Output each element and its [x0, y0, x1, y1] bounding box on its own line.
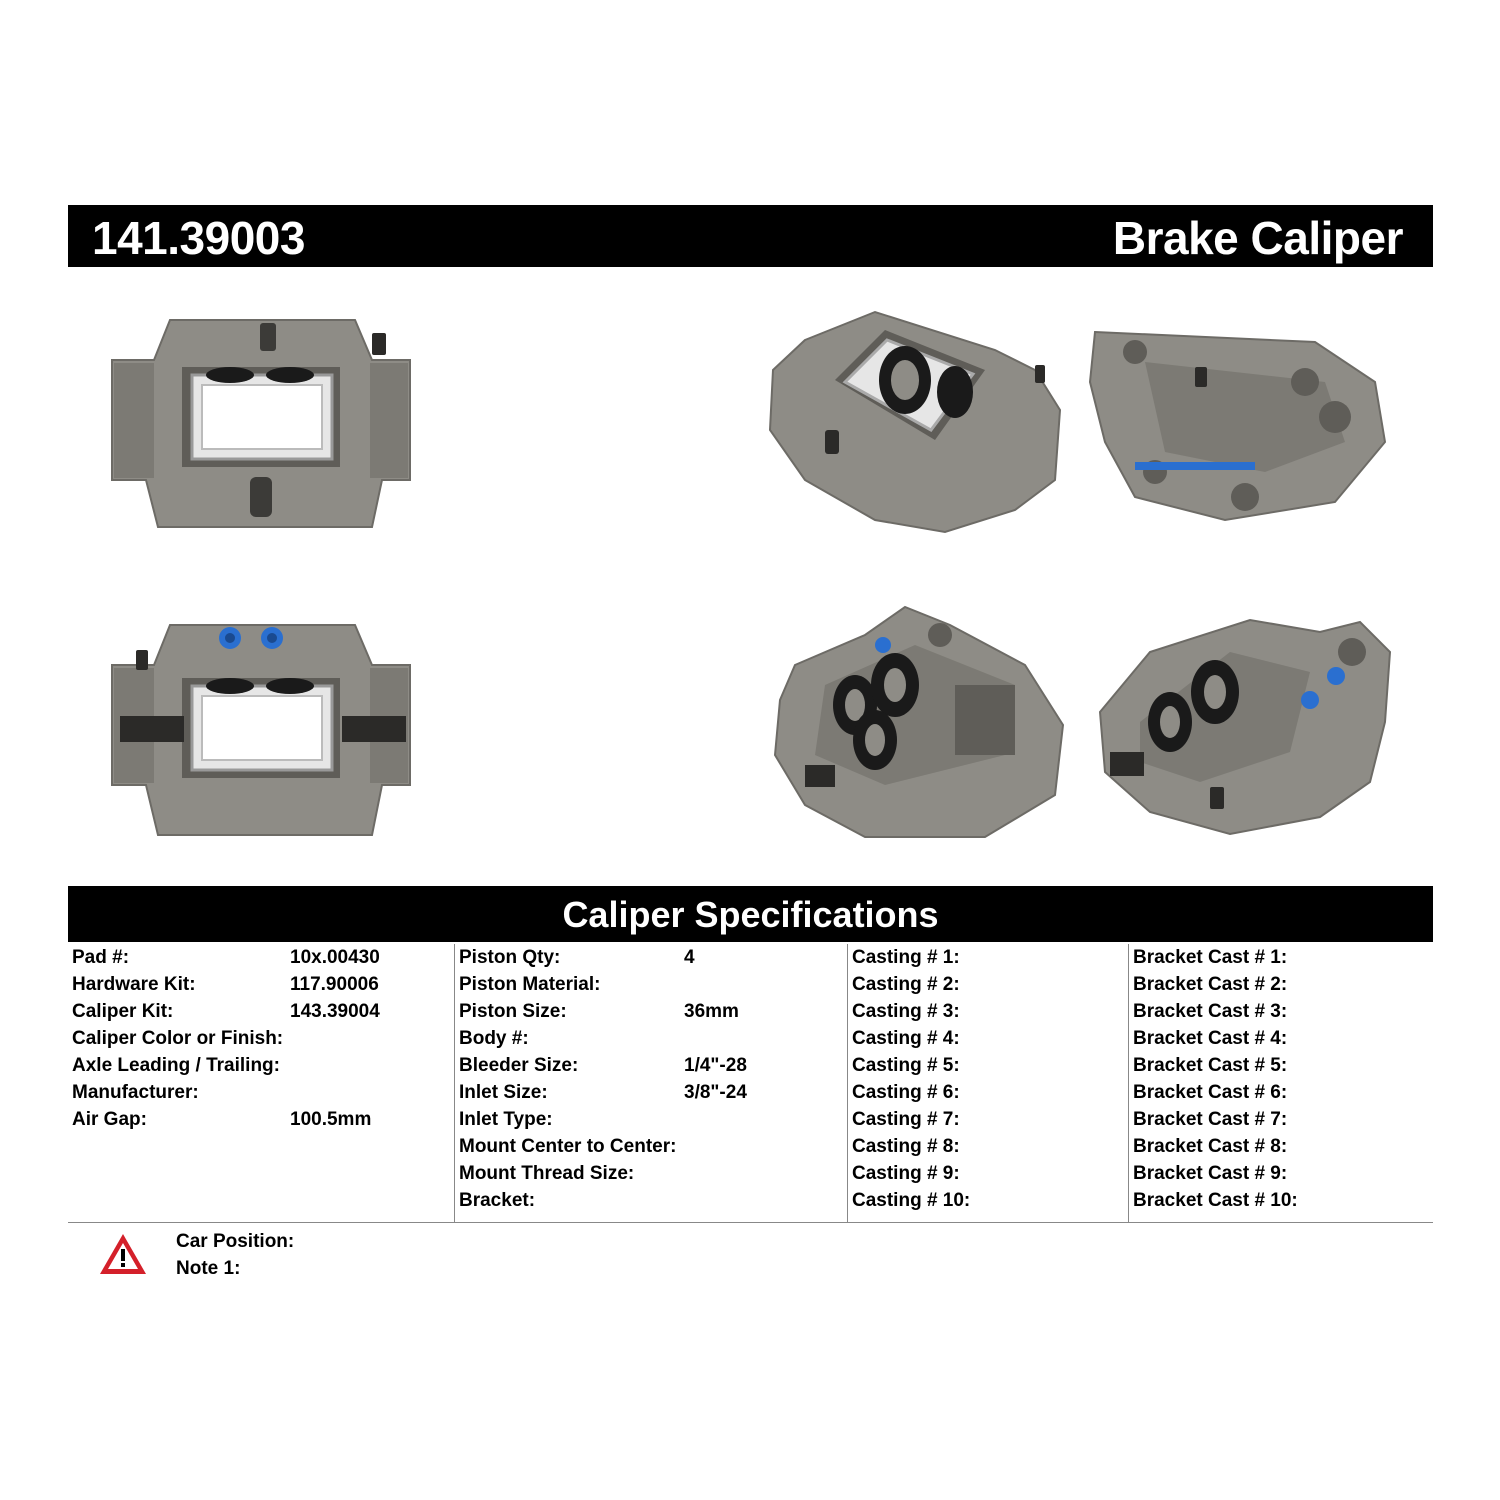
spec-value: 117.90006: [290, 974, 379, 995]
spec-row-casting: [848, 1187, 1129, 1214]
spec-row-piston: [455, 1187, 848, 1214]
spec-column-casting: [847, 944, 1129, 1222]
product-type: Brake Caliper: [1112, 212, 1403, 264]
spec-row-bracket-cast: [1129, 998, 1434, 1025]
spec-column-piston: [454, 944, 848, 1222]
spec-label: Bracket Cast # 8:: [1133, 1136, 1288, 1157]
spec-column-bracket-cast: [1128, 944, 1434, 1222]
spec-label: Casting # 6:: [852, 1082, 960, 1103]
spec-value: 143.39004: [290, 1001, 380, 1022]
spec-row-general: [68, 1106, 454, 1133]
spec-label: Mount Center to Center:: [459, 1136, 677, 1157]
spec-label: Bracket Cast # 5:: [1133, 1055, 1288, 1076]
spec-label: Casting # 4:: [852, 1028, 960, 1049]
spec-label: Casting # 8:: [852, 1136, 960, 1157]
spec-label: Piston Qty:: [459, 947, 561, 968]
spec-label: Caliper Color or Finish:: [72, 1028, 284, 1049]
spec-row-piston: [455, 1079, 848, 1106]
spec-label: Caliper Kit:: [72, 1001, 174, 1022]
spec-row-bracket-cast: [1129, 1106, 1434, 1133]
specifications-bar: [68, 886, 1433, 942]
spec-row-piston: [455, 998, 848, 1025]
spec-row-piston: [455, 944, 848, 971]
spec-label: Inlet Size:: [459, 1082, 548, 1103]
spec-row-general: [68, 971, 454, 998]
spec-row-casting: [848, 1160, 1129, 1187]
spec-label: Bracket Cast # 3:: [1133, 1001, 1288, 1022]
warning-triangle-icon: [98, 1232, 148, 1276]
spec-value: 1/4"-28: [684, 1055, 747, 1076]
spec-label: Manufacturer:: [72, 1082, 199, 1103]
spec-row-bracket-cast: [1129, 1025, 1434, 1052]
spec-label: Bracket Cast # 4:: [1133, 1028, 1288, 1049]
spec-row-bracket-cast: [1129, 1160, 1434, 1187]
spec-row-general: [68, 944, 454, 971]
spec-label: Mount Thread Size:: [459, 1163, 635, 1184]
spec-row-piston: [455, 1106, 848, 1133]
spec-row-casting: [848, 1079, 1129, 1106]
spec-row-bracket-cast: [1129, 1187, 1434, 1214]
spec-row-general: [68, 998, 454, 1025]
caliper-angle-view-3: [765, 605, 1065, 840]
spec-row-casting: [848, 944, 1129, 971]
spec-column-general: [68, 944, 454, 1222]
spec-label: Bracket:: [459, 1190, 536, 1211]
spec-row-piston: [455, 1025, 848, 1052]
caliper-angle-view-1: [765, 310, 1065, 535]
spec-label: Air Gap:: [72, 1109, 147, 1130]
spec-row-piston: [455, 1052, 848, 1079]
spec-label: Bracket Cast # 1:: [1133, 947, 1288, 968]
spec-label: Bracket Cast # 9:: [1133, 1163, 1288, 1184]
part-number: 141.39003: [92, 212, 305, 264]
spec-label: Bracket Cast # 7:: [1133, 1109, 1288, 1130]
spec-label: Inlet Type:: [459, 1109, 553, 1130]
spec-row-casting: [848, 1052, 1129, 1079]
notes: [176, 1228, 294, 1282]
spec-row-bracket-cast: [1129, 1133, 1434, 1160]
spec-label: Bracket Cast # 6:: [1133, 1082, 1288, 1103]
spec-row-piston: [455, 1160, 848, 1187]
spec-label: Casting # 9:: [852, 1163, 960, 1184]
specifications-table: [68, 944, 1433, 1223]
spec-label: Casting # 10:: [852, 1190, 971, 1211]
caliper-front-view: [110, 315, 415, 530]
spec-row-bracket-cast: [1129, 944, 1434, 971]
caliper-angle-view-4: [1090, 612, 1395, 837]
spec-label: Bracket Cast # 10:: [1133, 1190, 1298, 1211]
spec-row-bracket-cast: [1129, 971, 1434, 998]
spec-label: Hardware Kit:: [72, 974, 196, 995]
spec-label: Casting # 5:: [852, 1055, 960, 1076]
spec-value: 10x.00430: [290, 947, 380, 968]
spec-label: Bracket Cast # 2:: [1133, 974, 1288, 995]
spec-label: Casting # 3:: [852, 1001, 960, 1022]
spec-row-general: [68, 1052, 454, 1079]
spec-row-casting: [848, 1025, 1129, 1052]
spec-label: Body #:: [459, 1028, 529, 1049]
spec-label: Bleeder Size:: [459, 1055, 579, 1076]
spec-label: Casting # 7:: [852, 1109, 960, 1130]
spec-label: Casting # 1:: [852, 947, 960, 968]
spec-value: 3/8"-24: [684, 1082, 747, 1103]
spec-label: Casting # 2:: [852, 974, 960, 995]
spec-value: 100.5mm: [290, 1109, 372, 1130]
spec-row-piston: [455, 1133, 848, 1160]
spec-label: Pad #:: [72, 947, 130, 968]
spec-label: Piston Size:: [459, 1001, 567, 1022]
title-bar: [68, 205, 1433, 267]
caliper-back-view: [110, 620, 415, 840]
spec-row-casting: [848, 971, 1129, 998]
spec-row-general: [68, 1079, 454, 1106]
note-1-label: Note 1:: [176, 1258, 241, 1279]
spec-row-casting: [848, 1133, 1129, 1160]
spec-row-casting: [848, 1106, 1129, 1133]
spec-value: 36mm: [684, 1001, 739, 1022]
spec-row-bracket-cast: [1129, 1079, 1434, 1106]
spec-row-general: [68, 1025, 454, 1052]
spec-row-bracket-cast: [1129, 1052, 1434, 1079]
spec-row-casting: [848, 998, 1129, 1025]
car-position-label: Car Position:: [176, 1231, 295, 1252]
spec-label: Axle Leading / Trailing:: [72, 1055, 280, 1076]
caliper-angle-view-2: [1085, 322, 1390, 522]
spec-value: 4: [684, 947, 695, 968]
spec-row-piston: [455, 971, 848, 998]
spec-label: Piston Material:: [459, 974, 601, 995]
specifications-title: Caliper Specifications: [562, 894, 939, 935]
